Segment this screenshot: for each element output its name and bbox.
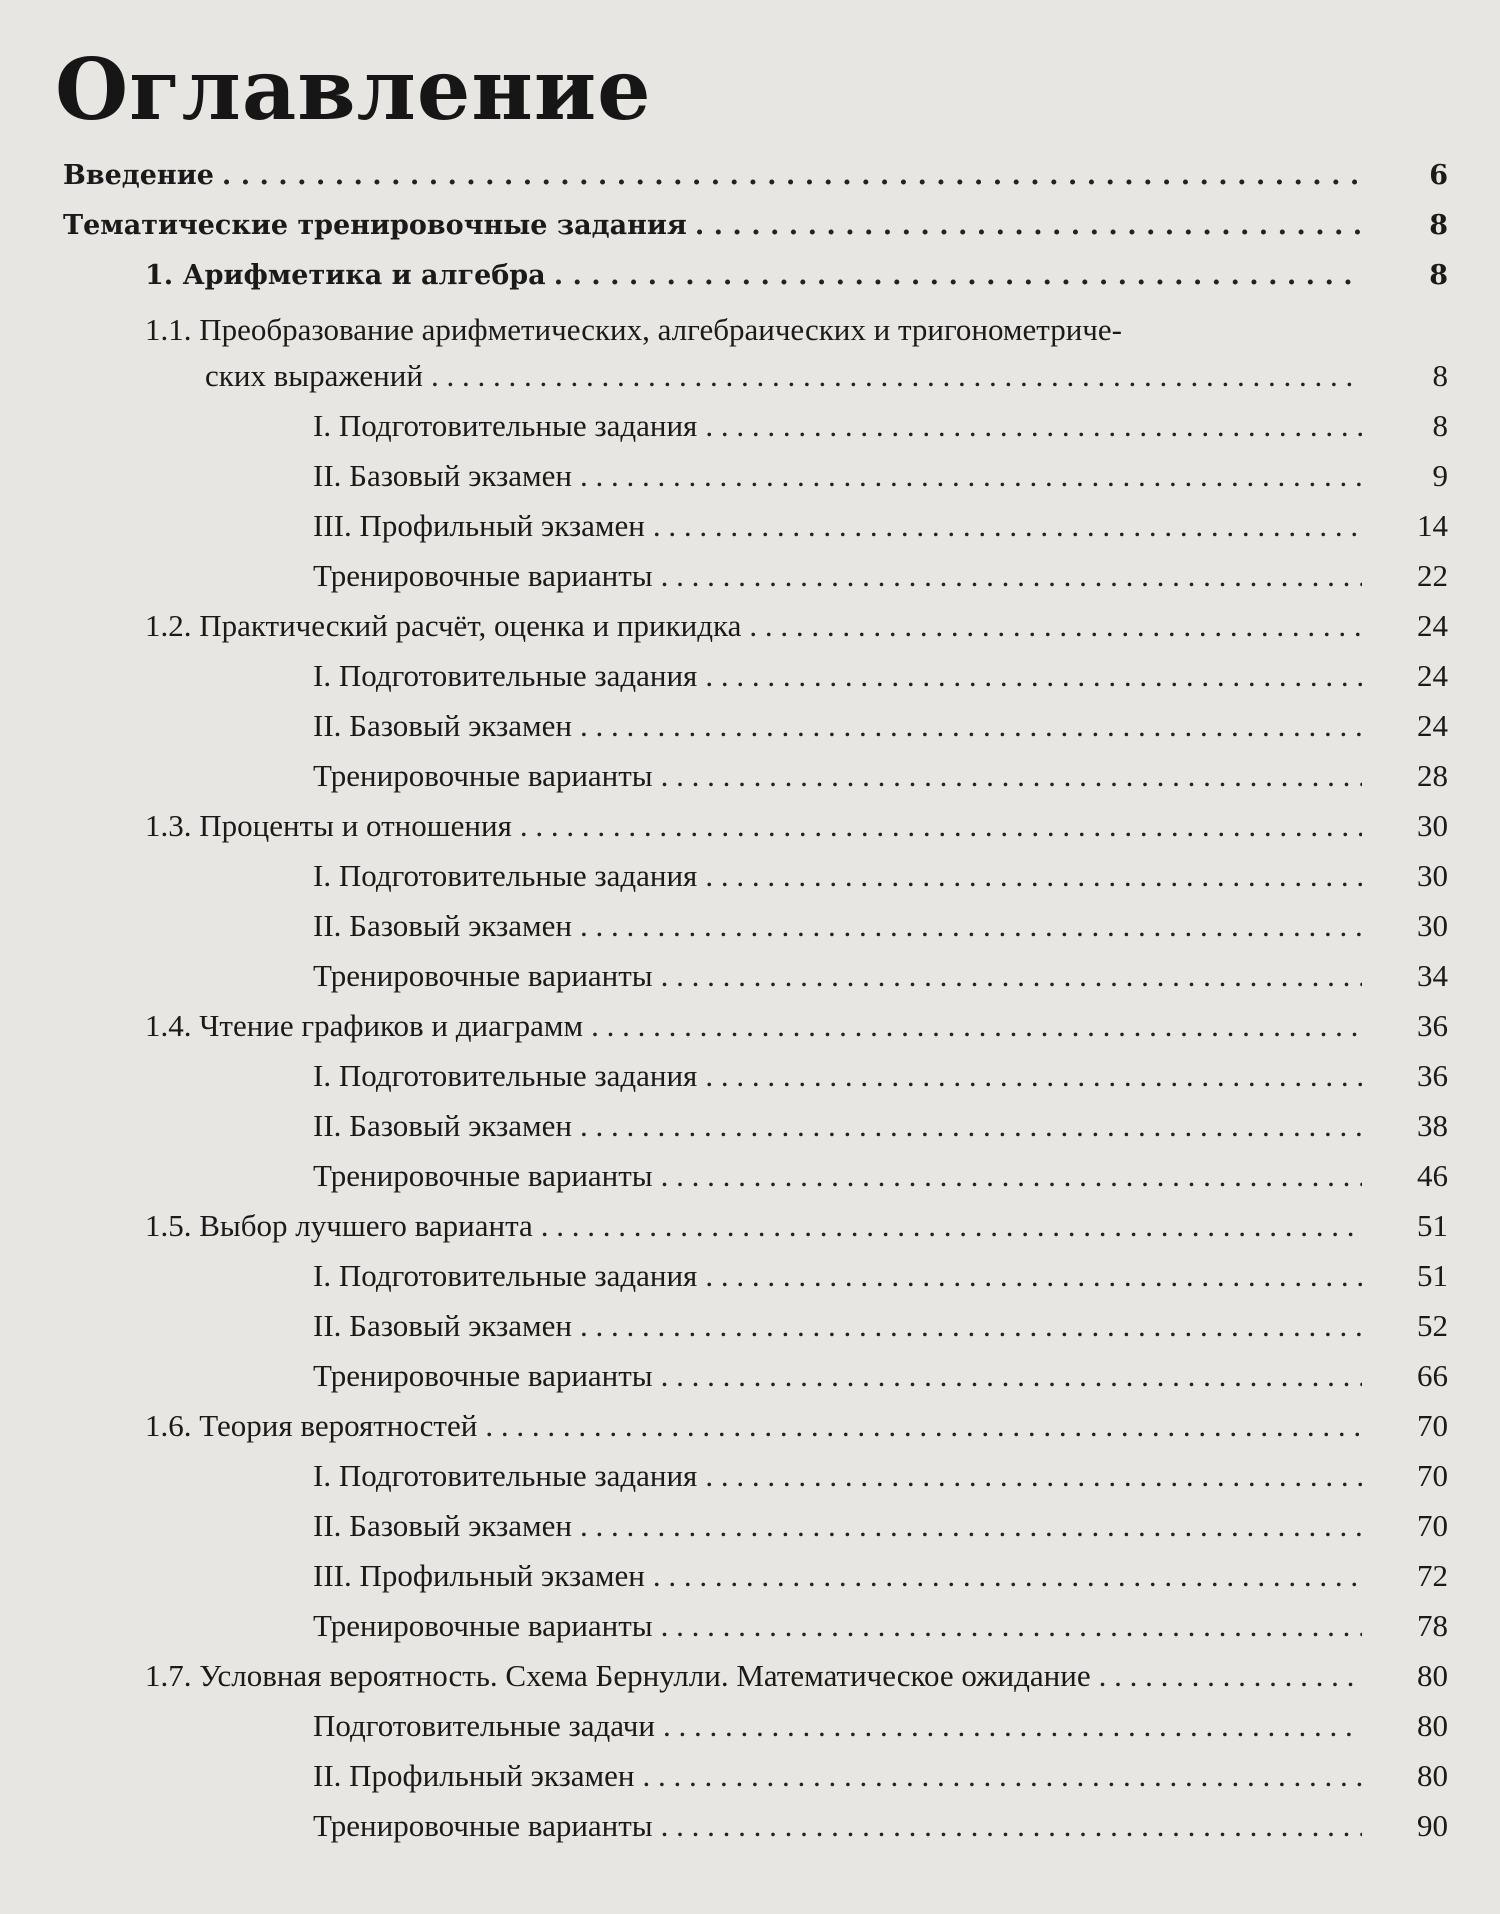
toc-entry-label: II. Профильный экзамен — [313, 1758, 635, 1793]
toc-entry-label: Тренировочные варианты — [313, 958, 653, 993]
toc-page-number: 80 — [1417, 1758, 1448, 1793]
dot-leader — [554, 258, 1362, 294]
toc-entry-label: Тренировочные варианты — [313, 1808, 653, 1843]
toc-entry — [0, 1752, 1500, 1802]
dot-leader — [580, 908, 1362, 944]
toc-entry — [0, 702, 1500, 752]
toc-entry-label: Тренировочные варианты — [313, 758, 653, 793]
toc-entry-label: Тематические тренировочные задания — [63, 210, 687, 241]
toc-page-number: 34 — [1417, 958, 1448, 993]
toc-entry-label: I. Подготовительные задания — [313, 858, 698, 893]
toc-entry — [0, 1052, 1500, 1102]
toc-entry-label: I. Подготовительные задания — [313, 1458, 698, 1493]
toc-entry-label: II. Базовый экзамен — [313, 1508, 573, 1543]
dot-leader — [705, 408, 1362, 444]
toc-entry-label: II. Базовый экзамен — [313, 1308, 573, 1343]
toc-page-number: 22 — [1417, 558, 1448, 593]
toc-entry — [0, 1552, 1500, 1602]
toc-page-number: 28 — [1417, 758, 1448, 793]
toc-page-number: 8 — [1432, 408, 1448, 443]
toc-entry — [0, 1702, 1500, 1752]
dot-leader — [580, 458, 1362, 494]
dot-leader — [580, 708, 1362, 744]
toc-page-number: 90 — [1417, 1808, 1448, 1843]
toc-entry-label: Тренировочные варианты — [313, 558, 653, 593]
toc-entry-label: 1.7. Условная вероятность. Схема Бернулли. Математическое ожидание — [145, 1658, 1091, 1693]
toc-entry-section-1-7 — [0, 1652, 1500, 1702]
dot-leader — [705, 1058, 1362, 1094]
toc-entry-label: II. Базовый экзамен — [313, 458, 573, 493]
toc-page-number: 70 — [1417, 1458, 1448, 1493]
dot-leader — [485, 1408, 1362, 1444]
toc-entry-section-1-1 — [0, 302, 1500, 402]
dot-leader — [520, 808, 1362, 844]
toc-page-number: 80 — [1417, 1658, 1448, 1693]
dot-leader — [580, 1508, 1362, 1544]
page-title: Оглавление — [55, 40, 652, 139]
toc-page-number: 52 — [1417, 1308, 1448, 1343]
toc-entry-label: II. Базовый экзамен — [313, 908, 573, 943]
toc-entry-section-1-4 — [0, 1002, 1500, 1052]
toc-page-number: 14 — [1417, 508, 1448, 543]
toc-page-number: 8 — [1429, 210, 1448, 241]
toc-entry-label: 1.5. Выбор лучшего варианта — [145, 1208, 533, 1243]
toc-entry — [0, 1302, 1500, 1352]
dot-leader — [222, 158, 1362, 194]
toc-entry-label: I. Подготовительные задания — [313, 1258, 698, 1293]
toc-entry-label: Введение — [63, 160, 214, 191]
dot-leader — [653, 508, 1362, 544]
toc-entry — [0, 1452, 1500, 1502]
toc-page-number: 46 — [1417, 1158, 1448, 1193]
dot-leader — [431, 358, 1362, 394]
toc-page-number: 70 — [1417, 1408, 1448, 1443]
dot-leader — [661, 1808, 1362, 1844]
toc-entry-section-1-6 — [0, 1402, 1500, 1452]
toc-entry — [0, 952, 1500, 1002]
toc-entry — [0, 652, 1500, 702]
dot-leader — [705, 858, 1362, 894]
toc-entry — [0, 402, 1500, 452]
toc-page-number: 8 — [1432, 358, 1448, 393]
toc-entry — [0, 502, 1500, 552]
toc-entry — [0, 1252, 1500, 1302]
toc-entry-label: 1. Арифметика и алгебра — [145, 260, 546, 291]
toc-entry-label-line1: 1.1. Преобразование арифметических, алгебраических и тригонометриче- — [145, 312, 1122, 347]
toc-entry-label: I. Подготовительные задания — [313, 658, 698, 693]
toc-page-number: 36 — [1417, 1008, 1448, 1043]
toc-entry-label: III. Профильный экзамен — [313, 1558, 645, 1593]
dot-leader — [643, 1758, 1362, 1794]
toc-entry — [0, 1502, 1500, 1552]
toc-page-number: 30 — [1417, 908, 1448, 943]
dot-leader — [661, 558, 1362, 594]
toc-page-number: 78 — [1417, 1608, 1448, 1643]
toc-entry-introduction — [0, 152, 1500, 202]
dot-leader — [661, 1158, 1362, 1194]
toc-entry-thematic-tasks — [0, 202, 1500, 252]
toc-page-number: 24 — [1417, 608, 1448, 643]
toc-entry-label: 1.4. Чтение графиков и диаграмм — [145, 1008, 584, 1043]
dot-leader — [541, 1208, 1362, 1244]
dot-leader — [661, 1358, 1362, 1394]
dot-leader — [705, 1258, 1362, 1294]
toc-entry-chapter-1 — [0, 252, 1500, 302]
toc-entry-section-1-5 — [0, 1202, 1500, 1252]
toc-page-number: 66 — [1417, 1358, 1448, 1393]
dot-leader — [661, 758, 1362, 794]
toc-page-number: 30 — [1417, 808, 1448, 843]
toc-page-number: 80 — [1417, 1708, 1448, 1743]
toc-page-number: 51 — [1417, 1258, 1448, 1293]
toc-entry — [0, 452, 1500, 502]
toc-page-number: 70 — [1417, 1508, 1448, 1543]
dot-leader — [661, 958, 1362, 994]
toc-entry — [0, 552, 1500, 602]
toc-entry — [0, 902, 1500, 952]
toc-entry-label: 1.6. Теория вероятностей — [145, 1408, 478, 1443]
dot-leader — [749, 608, 1362, 644]
toc-entry-label: I. Подготовительные задания — [313, 1058, 698, 1093]
toc-entry-label: I. Подготовительные задания — [313, 408, 698, 443]
dot-leader — [705, 658, 1362, 694]
dot-leader — [663, 1708, 1362, 1744]
toc-entry — [0, 1102, 1500, 1152]
toc-entry-section-1-2 — [0, 602, 1500, 652]
toc-entry-label: II. Базовый экзамен — [313, 1108, 573, 1143]
toc-entry — [0, 852, 1500, 902]
toc-entry-label: Тренировочные варианты — [313, 1358, 653, 1393]
dot-leader — [1099, 1658, 1362, 1694]
toc-entry — [0, 1152, 1500, 1202]
toc-entry-label: 1.3. Проценты и отношения — [145, 808, 512, 843]
table-of-contents — [0, 152, 1500, 1852]
toc-page-number: 8 — [1429, 260, 1448, 291]
dot-leader — [705, 1458, 1362, 1494]
toc-page-number: 24 — [1417, 708, 1448, 743]
toc-entry-label: Подготовительные задачи — [313, 1708, 655, 1743]
toc-entry-label: 1.2. Практический расчёт, оценка и прикидка — [145, 608, 742, 643]
dot-leader — [653, 1558, 1362, 1594]
toc-entry — [0, 752, 1500, 802]
toc-entry-label: ских выражений — [205, 358, 423, 393]
toc-page-number: 30 — [1417, 858, 1448, 893]
toc-page-number: 9 — [1432, 458, 1448, 493]
toc-entry-section-1-3 — [0, 802, 1500, 852]
toc-page-number: 51 — [1417, 1208, 1448, 1243]
dot-leader — [580, 1108, 1362, 1144]
dot-leader — [661, 1608, 1362, 1644]
toc-page-number: 72 — [1417, 1558, 1448, 1593]
toc-entry — [0, 1602, 1500, 1652]
toc-page-number: 38 — [1417, 1108, 1448, 1143]
toc-entry-label: III. Профильный экзамен — [313, 508, 645, 543]
toc-entry — [0, 1352, 1500, 1402]
toc-page-number: 24 — [1417, 658, 1448, 693]
toc-entry-label: Тренировочные варианты — [313, 1158, 653, 1193]
dot-leader — [591, 1008, 1362, 1044]
dot-leader — [695, 208, 1362, 244]
toc-page-number: 6 — [1429, 160, 1448, 191]
toc-entry — [0, 1802, 1500, 1852]
dot-leader — [580, 1308, 1362, 1344]
toc-entry-label: II. Базовый экзамен — [313, 708, 573, 743]
toc-entry-label: Тренировочные варианты — [313, 1608, 653, 1643]
toc-page-number: 36 — [1417, 1058, 1448, 1093]
